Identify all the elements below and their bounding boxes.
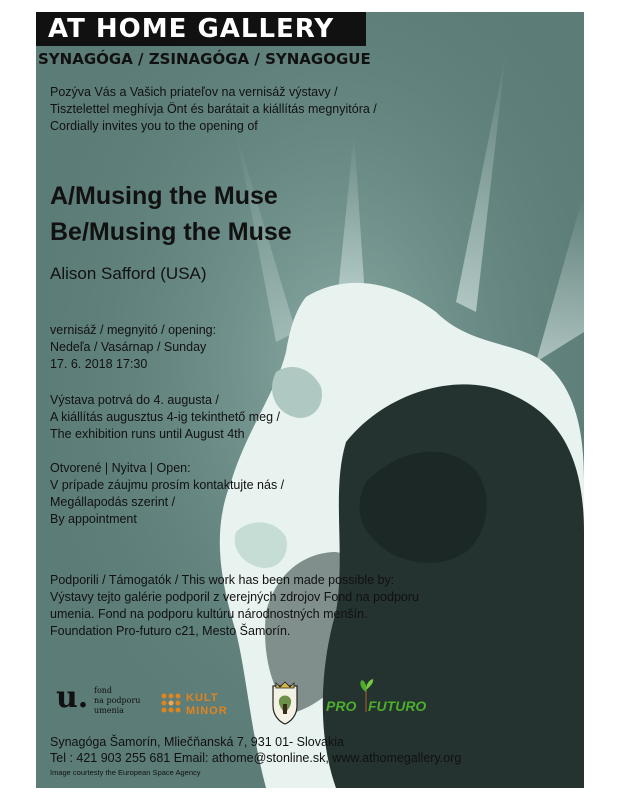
invitation-line-en: Cordially invites you to the opening of [50,119,258,133]
supporters-line-2: umenia. Fond na podporu kultúru národnostných menšín. [50,607,368,621]
hours-label: Otvorené | Nyitva | Open: [50,461,191,475]
fond-logo-mark: u. [56,680,89,715]
gallery-subtitle: SYNAGÓGA / ZSINAGÓGA / SYNAGOGUE [38,50,371,68]
hours-line-sk: V prípade záujmu prosím kontaktujte nás / [50,478,285,492]
fond-logo-line-2: na podporu [94,696,141,705]
coat-of-arms-icon [268,680,302,726]
duration-line-hu: A kiállítás augusztus 4-ig tekinthető meg / [50,410,280,424]
hours-line-hu: Megállapodás szerint / [50,495,176,509]
duration-line-en: The exhibition runs until August 4th [50,427,245,441]
image-credit: Image courtesty the European Space Agency [50,768,201,777]
invitation-line-hu: Tisztelettel meghívja Önt és barátait a kiállítás megnyitóra / [50,102,377,116]
supporters-line-3: Foundation Pro-futuro c21, Mesto Šamorín. [50,624,291,638]
address-line: Synagóga Šamorín, Mliečňanská 7, 931 01- Slovakia [50,735,344,749]
contact-info [50,734,461,766]
supporters-info [50,572,419,640]
sponsor-logos [56,680,576,730]
kult-minor-dots-icon [160,692,182,714]
kult-logo-line-2: MINOR [186,705,228,717]
pro-logo-line-2: FUTURO [368,698,427,714]
header-bar [36,12,366,46]
exhibition-title-line-1: A/Musing the Muse [50,182,278,210]
pro-logo-line-1: PRO [326,698,357,714]
opening-day: Nedeľa / Vasárnap / Sunday [50,340,207,354]
duration-line-sk: Výstava potrvá do 4. augusta / [50,393,219,407]
supporters-label: Podporili / Támogatók / This work has been made possible by: [50,573,395,587]
kult-minor-logo [160,688,250,724]
invitation-line-sk: Pozýva Vás a Vašich priateľov na vernisáž výstavy / [50,85,338,99]
samorin-crest-logo [268,680,302,726]
opening-datetime: 17. 6. 2018 17:30 [50,357,148,371]
opening-info [50,322,216,373]
supporters-line-1: Výstavy tejto galérie podporil z verejných zdrojov Fond na podporu [50,590,419,604]
artist-name: Alison Safford (USA) [50,264,207,283]
duration-info [50,392,280,443]
exhibition-title-line-2: Be/Musing the Muse [50,218,292,246]
poster [36,12,584,788]
fond-logo-line-3: umenia [94,706,124,715]
pro-futuro-logo [326,686,427,724]
phone-email-web-line: Tel : 421 903 255 681 Email: athome@stonline.sk, www.athomegallery.org [50,751,462,765]
gallery-name: AT HOME GALLERY [48,14,335,44]
fond-logo-line-1: fond [94,686,113,695]
opening-hours [50,460,284,528]
opening-label: vernisáž / megnyitó / opening: [50,323,217,337]
invitation-text [50,84,377,135]
hours-line-en: By appointment [50,512,137,526]
kult-logo-line-1: KULT [186,692,219,704]
fond-na-podporu-umenia-logo [56,680,156,724]
exhibition-title [50,178,292,250]
